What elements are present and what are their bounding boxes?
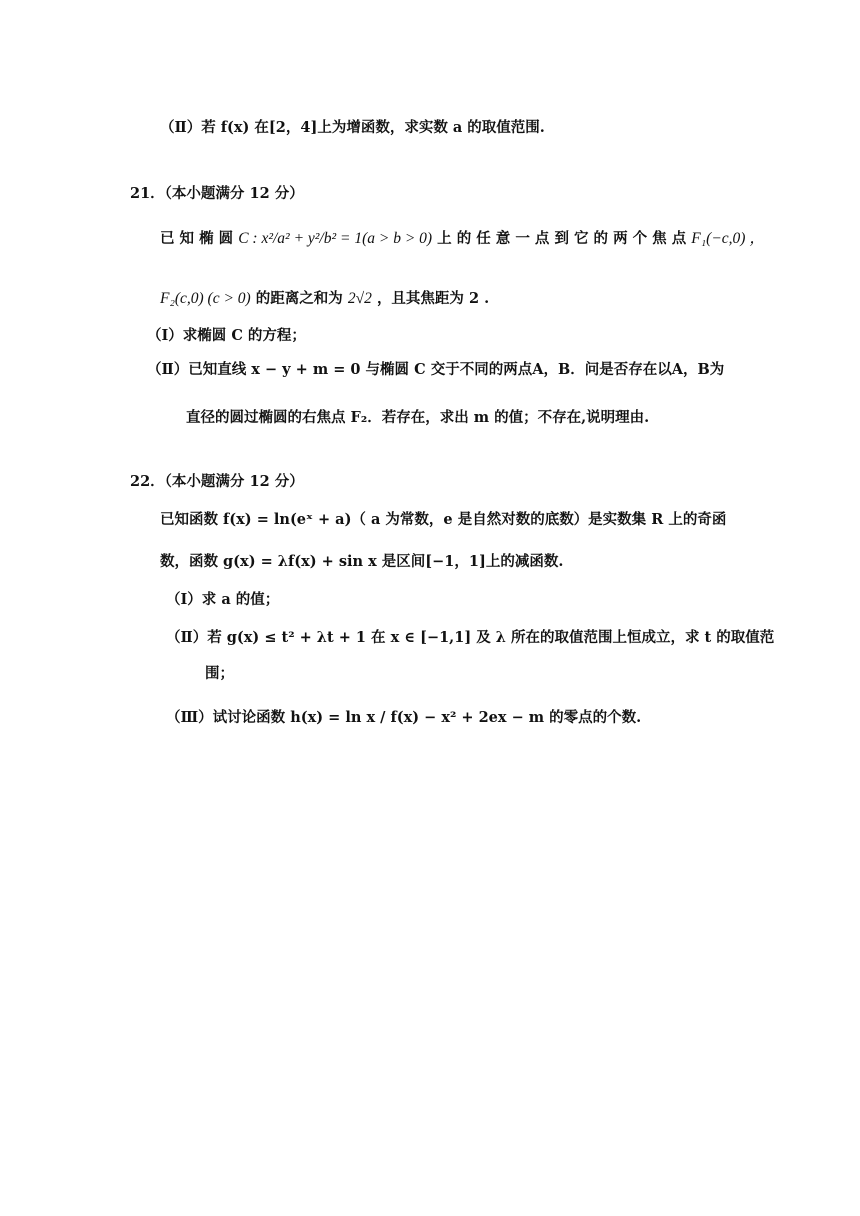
q21-part1 (147, 324, 306, 345)
q22-stem-text-b: 数，函数 g(x) = λf(x) + sin x 是区间[−1，1]上的减函数. (160, 553, 564, 570)
q22-part2-text-b: 围； (205, 665, 234, 682)
q22-stem-line1 (160, 508, 726, 529)
q21-curve-equation: C : x²/a² + y²/b² = 1(a > b > 0) (238, 230, 433, 247)
q21-part2-line2 (186, 406, 649, 427)
q22-stem-line2 (160, 550, 563, 571)
q22-part1 (166, 588, 279, 609)
q21-distance-sum: 2√2 (347, 290, 372, 307)
q21-stem-middle: 上 的 任 意 一 点 到 它 的 两 个 焦 点 (437, 230, 687, 247)
q21-line2-text: 的距离之和为 (255, 290, 343, 307)
q21-part2-line1 (147, 358, 724, 379)
q21-focus2: F₂(c,0) (c > 0) (160, 290, 251, 307)
q22-stem-text-a: 已知函数 f(x) = ln(eˣ + a)（ a 为常数，e 是自然对数的底数）是实数集 R 上的奇函 (160, 511, 727, 528)
q21-part2-text-a: （Ⅱ）已知直线 x − y + m = 0 与椭圆 C 交于不同的两点A，B．问是否存在以A，B为 (147, 361, 725, 378)
q21-title-text: 21．（本小题满分 12 分） (130, 185, 304, 202)
q21-title (130, 182, 304, 203)
q21-focus1: F₁(−c,0) ， (691, 230, 765, 247)
q22-part2-line1 (166, 626, 774, 647)
q22-part1-text: （Ⅰ）求 a 的值； (166, 591, 280, 608)
q22-title-text: 22．（本小题满分 12 分） (130, 473, 304, 490)
q20-part2-text: （Ⅱ）若 f(x) 在[2，4]上为增函数，求实数 a 的取值范围. (160, 119, 545, 136)
q21-part1-text: （Ⅰ）求椭圆 C 的方程； (147, 327, 306, 344)
q21-stem-line2 (160, 287, 489, 308)
q20-part2 (160, 116, 545, 137)
q22-part2-text-a: （Ⅱ）若 g(x) ≤ t² + λt + 1 在 x ∈ [−1,1] 及 λ 所在的取值范围上恒成立，求 t 的取值范 (166, 629, 775, 646)
q22-part3 (166, 706, 641, 727)
q21-stem-prefix: 已 知 椭 圆 (160, 230, 234, 247)
q22-part3-text: （Ⅲ）试讨论函数 h(x) = ln x / f(x) − x² + 2ex − m 的零点的个数. (166, 709, 642, 726)
q21-line2-tail: ，且其焦距为 2 . (376, 290, 490, 307)
q21-stem-line1 (160, 226, 765, 248)
q22-title (130, 470, 304, 491)
q21-part2-text-b: 直径的圆过椭圆的右焦点 F₂．若存在，求出 m 的值；不存在,说明理由. (186, 409, 650, 426)
q22-part2-line2 (205, 662, 234, 683)
